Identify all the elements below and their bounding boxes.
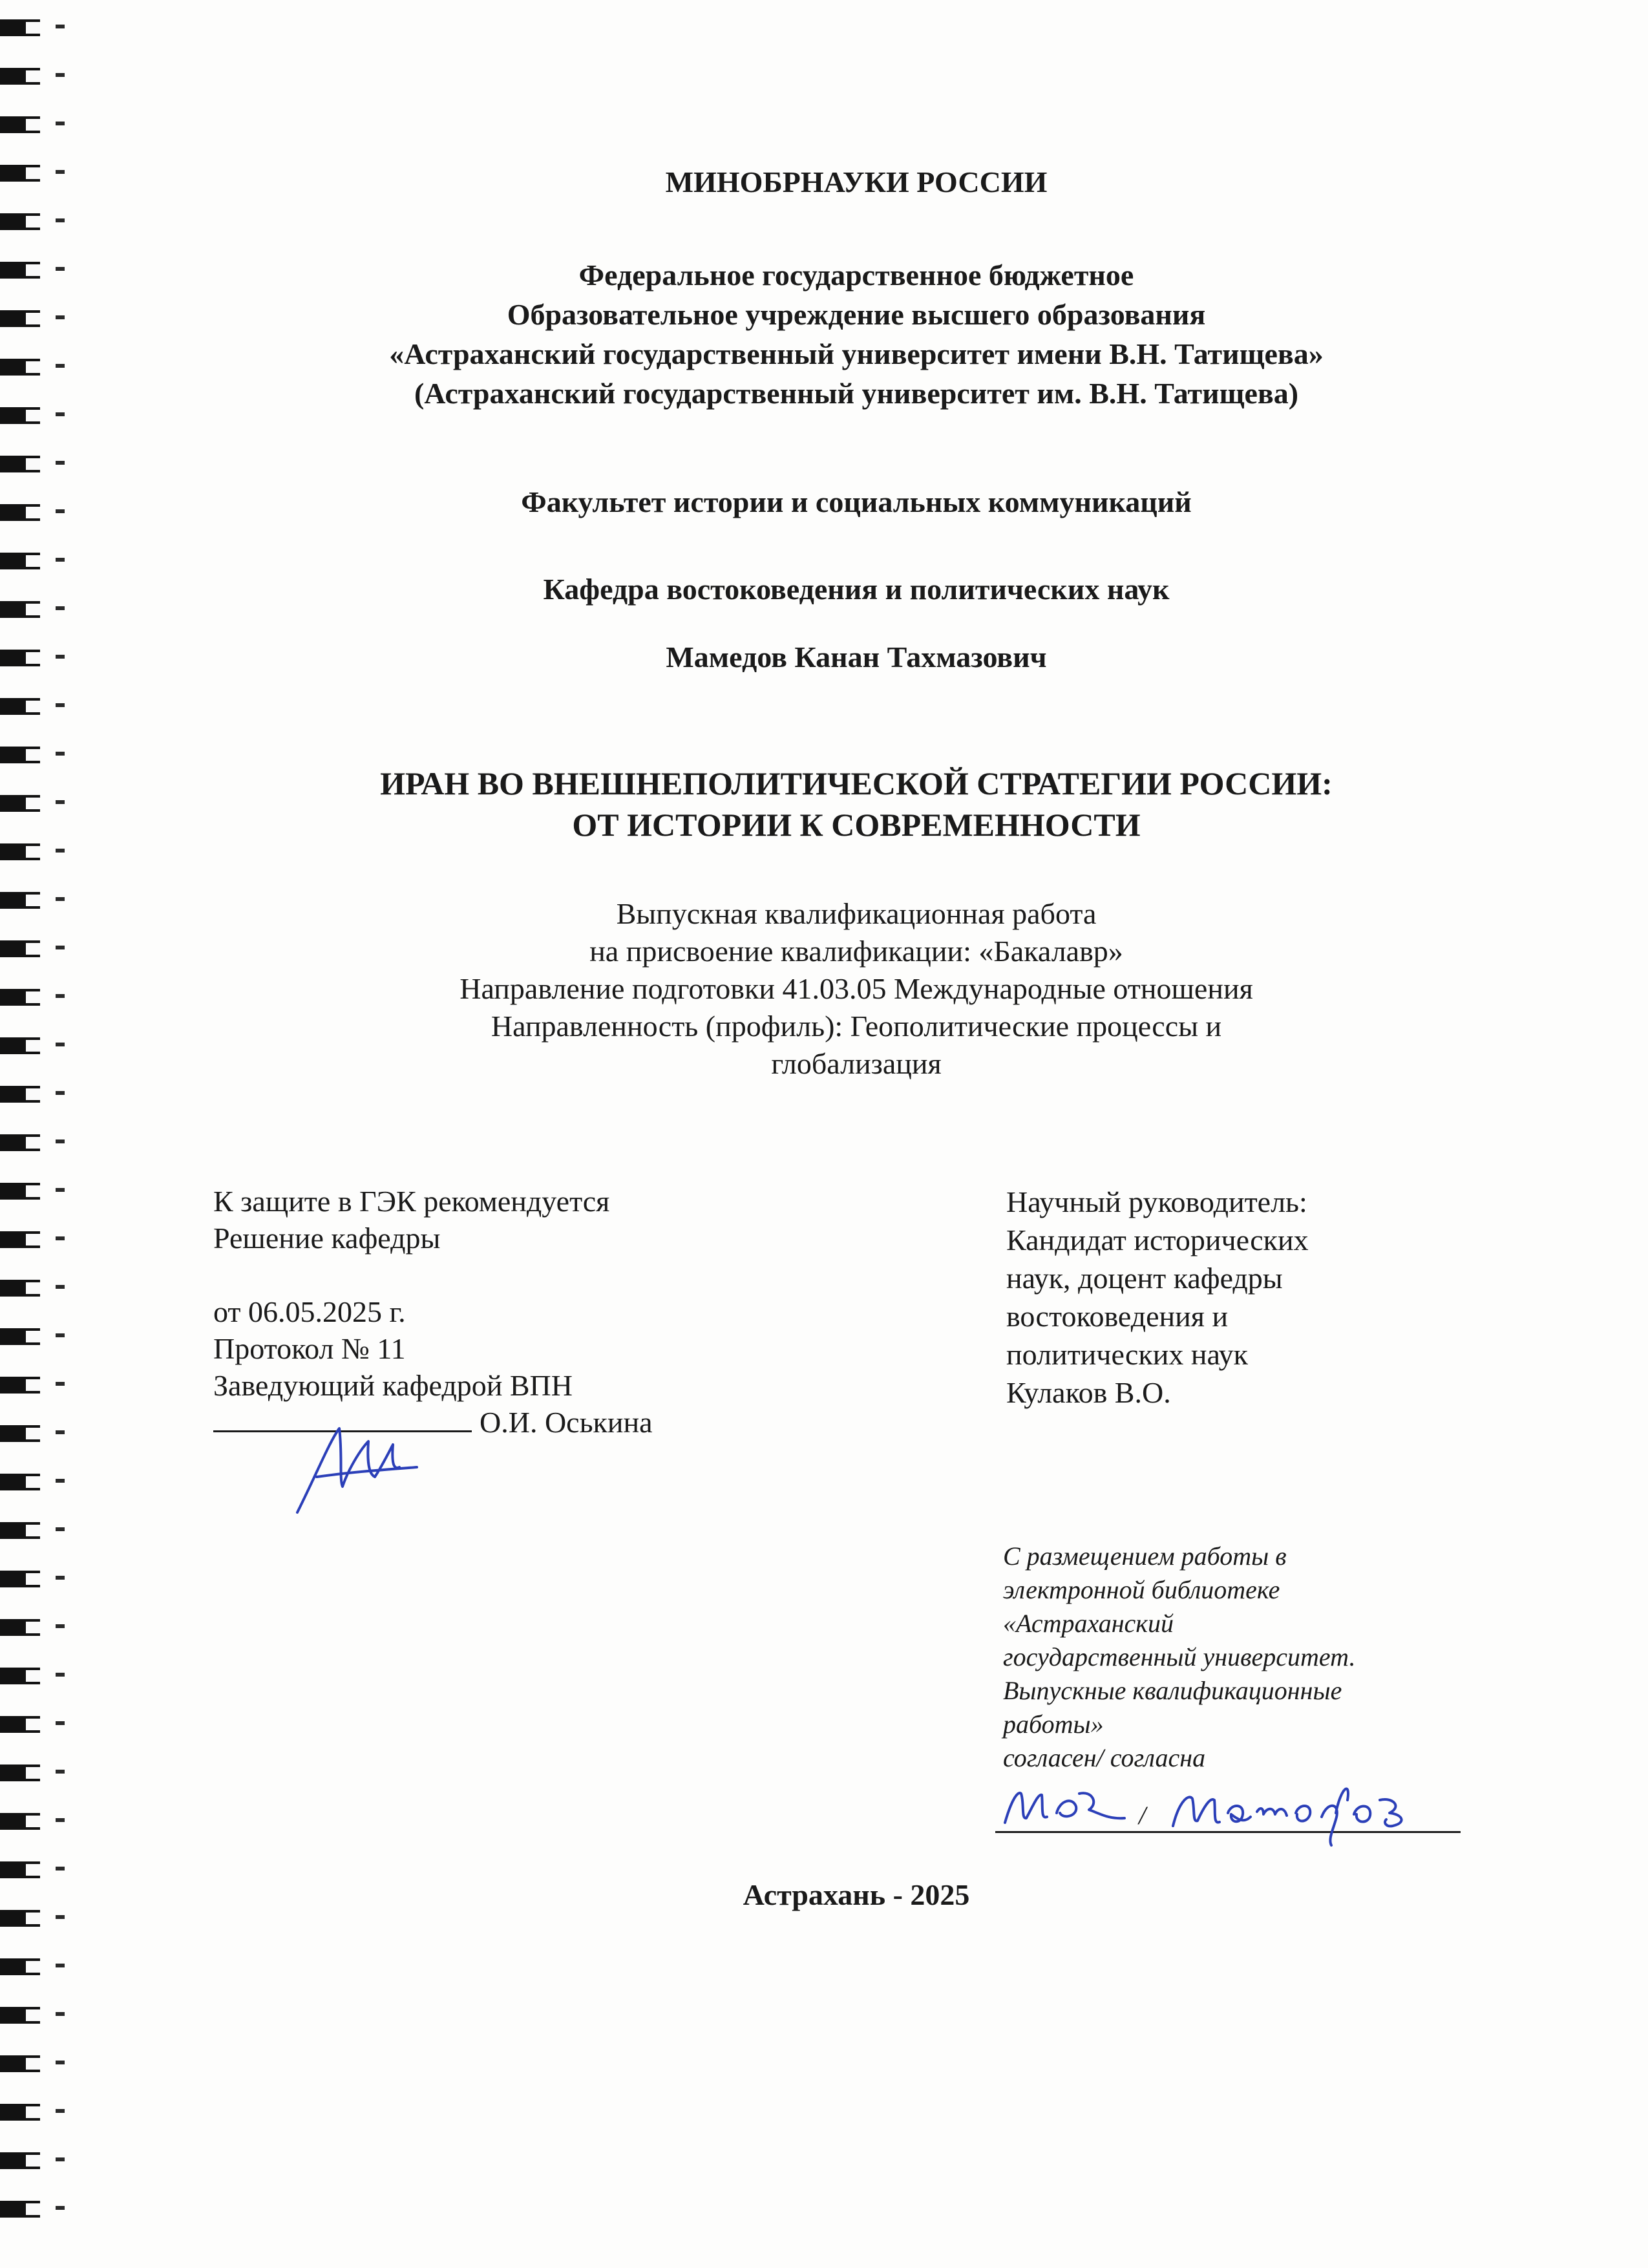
author-text: Мамедов Канан Тахмазович [666,641,1047,673]
binding-ring [0,1619,65,1636]
department-text: Кафедра востоковедения и политических наук [543,573,1170,606]
decision-text: Решение кафедры [213,1222,441,1255]
binding-ring [0,359,65,376]
binding-ring [0,1231,65,1248]
decision-date: от 06.05.2025 г. [213,1295,406,1328]
protocol-number: Протокол № 11 [213,1332,406,1365]
binding-ring [0,795,65,812]
binding-ring [0,68,65,85]
binding-ring [0,262,65,279]
binding-ring [0,456,65,472]
binding-ring [0,1037,65,1054]
spiral-binding [0,19,72,2256]
binding-ring [0,1183,65,1200]
work-line: глобализация [771,1047,942,1080]
student-signature-area [995,1774,1461,1858]
supervisor-block [1006,1183,1309,1412]
consent-line: работы» [1003,1710,1104,1739]
binding-ring [0,1134,65,1151]
binding-ring [0,2104,65,2121]
binding-ring [0,843,65,860]
ministry-heading [194,165,1519,199]
binding-ring [0,1765,65,1781]
binding-ring [0,1716,65,1733]
consent-line: С размещением работы в [1003,1542,1287,1571]
department-head-label: Заведующий кафедрой ВПН [213,1369,573,1402]
work-line: Направление подготовки 41.03.05 Международные отношения [460,972,1253,1005]
city-year [194,1878,1519,1912]
consent-line: электронной библиотеке [1003,1575,1280,1604]
binding-ring [0,1086,65,1103]
binding-ring [0,989,65,1006]
binding-ring [0,2055,65,2072]
binding-ring [0,940,65,957]
binding-ring [0,698,65,715]
signature-separator: / [1139,1801,1146,1830]
spacer [213,1256,653,1293]
binding-ring [0,1425,65,1442]
student-handwritten-surname [1167,1774,1464,1858]
thesis-title [194,763,1519,845]
binding-ring [0,1280,65,1297]
binding-ring [0,747,65,763]
institution-line: Образовательное учреждение высшего образования [507,298,1206,331]
institution-line: (Астраханский государственный университет им. В.Н. Татищева) [414,377,1299,410]
supervisor-line: Научный руководитель: [1006,1185,1307,1218]
work-line: Направленность (профиль): Геополитические процессы и [491,1010,1222,1043]
binding-ring [0,650,65,666]
consent-line: «Астраханский [1003,1609,1174,1638]
consent-line: Выпускные квалификационные [1003,1676,1342,1705]
binding-ring [0,2152,65,2169]
department-heading [194,572,1519,606]
institution-block [194,255,1519,413]
binding-ring [0,2201,65,2218]
city-year-text: Астрахань - 2025 [743,1878,970,1911]
title-line: ОТ ИСТОРИИ К СОВРЕМЕННОСТИ [572,807,1141,843]
consent-line: государственный университет. [1003,1642,1356,1671]
binding-ring [0,1813,65,1830]
recommended-text: К защите в ГЭК рекомендуется [213,1185,610,1218]
binding-ring [0,407,65,424]
author-name [194,640,1519,674]
binding-ring [0,116,65,133]
consent-line: согласен/ согласна [1003,1743,1206,1772]
binding-ring [0,1522,65,1539]
binding-ring [0,213,65,230]
binding-ring [0,1571,65,1587]
faculty-heading [194,485,1519,519]
binding-ring [0,892,65,909]
supervisor-line: востоковедения и [1006,1300,1229,1333]
binding-ring [0,1328,65,1345]
binding-ring [0,2007,65,2024]
work-line: на присвоение квалификации: «Бакалавр» [589,935,1123,968]
binding-ring [0,165,65,182]
binding-ring [0,504,65,521]
head-handwritten-signature [278,1415,427,1525]
institution-line: Федеральное государственное бюджетное [578,259,1134,291]
faculty-text: Факультет истории и социальных коммуникаций [521,485,1192,518]
binding-ring [0,1377,65,1394]
binding-ring [0,553,65,569]
supervisor-line: Кандидат исторических [1006,1224,1309,1256]
binding-ring [0,1958,65,1975]
binding-ring [0,1668,65,1684]
binding-ring [0,601,65,618]
supervisor-line: политических наук [1006,1338,1248,1371]
binding-ring [0,1474,65,1490]
supervisor-line: наук, доцент кафедры [1006,1262,1283,1295]
binding-ring [0,19,65,36]
binding-ring [0,310,65,327]
head-name: О.И. Оськина [480,1406,653,1439]
defense-recommendation-block [213,1183,653,1441]
binding-ring [0,1910,65,1927]
ministry-text: МИНОБРНАУКИ РОССИИ [665,165,1048,198]
library-consent-block [1003,1540,1355,1775]
binding-ring [0,1861,65,1878]
student-handwritten-initials [995,1774,1144,1845]
work-description [194,895,1519,1083]
institution-line: «Астраханский государственный университет имени В.Н. Татищева» [389,337,1324,370]
title-line: ИРАН ВО ВНЕШНЕПОЛИТИЧЕСКОЙ СТРАТЕГИИ РОССИИ: [380,765,1333,801]
work-line: Выпускная квалификационная работа [616,897,1097,930]
supervisor-name: Кулаков В.О. [1006,1376,1171,1409]
